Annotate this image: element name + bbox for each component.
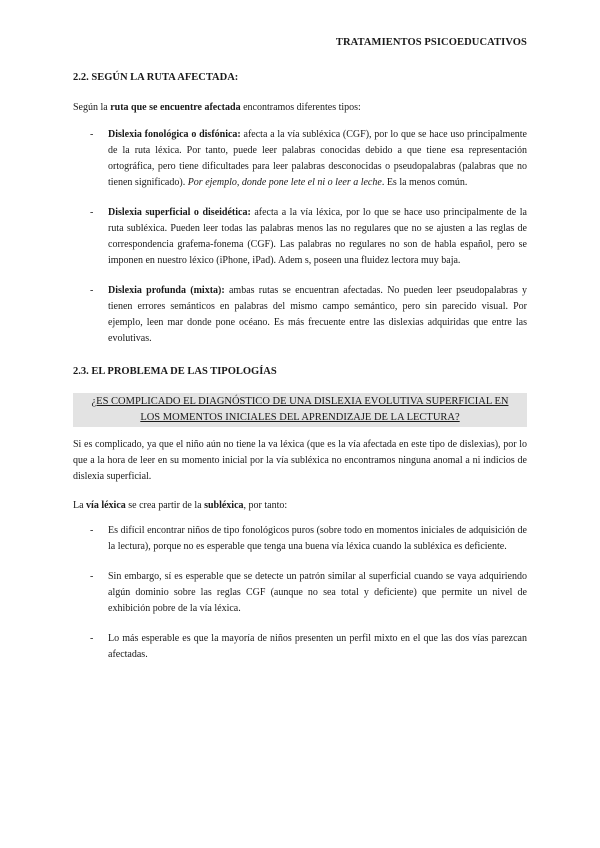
lead-text-end: , por tanto: xyxy=(243,500,288,511)
bullet-dash: - xyxy=(90,285,94,296)
list-item-tail: . Es la menos común. xyxy=(381,177,468,188)
lead-emphasis-sublexical: subléxica xyxy=(204,500,244,511)
question-answer: Si es complicado, ya que el niño aún no tiene la va léxica (que es la vía afectada en este tipo de dislexias), por lo que a la hora de leer en su momento inicial por la vía subléxica no encontramos ninguna anomal a ni indicios de dislexia superficial. xyxy=(73,439,527,482)
bullet-dash: - xyxy=(90,525,94,536)
list-item xyxy=(73,631,527,663)
list-item-text: afecta a la vía léxica, por lo que se hace uso principalmente de la ruta subléxica. Pueden leer todas las palabras menos las no regulares que no se ajusten a las reglas de correspondencia grafema-fonema (CGF). Las palabras no regulares no son de habla español, pero se imponen en nuestro léxico (iPhone, iPad). Adem s, poseen una fluidez lectora muy baja. xyxy=(108,207,527,266)
list-item-text: ambas rutas se encuentran afectadas. No pueden leer pseudopalabras y tienen errores semánticos en palabras del mismo campo semántico, pero sin parecido visual. Por ejemplo, leen mar donde pone océano. Es más frecuente entre las dislexias adquiridas que entre las evolutivas. xyxy=(108,285,527,344)
list-item xyxy=(73,205,527,269)
intro-text-end: encontramos diferentes tipos: xyxy=(240,102,361,113)
list-item xyxy=(73,569,527,617)
list-item-text: Sin embargo, sí es esperable que se detecte un patrón similar al superficial cuando se vaya adquiriendo algún dominio sobre las reglas CGF (aunque no sea total y deficiente) que permite un nivel de exhibición pobre de la vía léxica. xyxy=(108,571,527,614)
list-item-example: Por ejemplo, donde pone lete el ni o leer a leche xyxy=(187,177,382,188)
dyslexia-types-list xyxy=(73,127,527,361)
list-item-text: afecta a la vía subléxica (CGF), por lo que se hace uso principalmente de la ruta léxica. Por tanto, puede leer palabras conocidas debido a que tiene esa representación ortográfica, pero tiene dificultades para leer palabras desconocidas o pseudopalabras (palabras que no tienen significado). xyxy=(108,129,527,188)
question-line-2: LOS MOMENTOS INICIALES DEL APRENDIZAJE DE LA LECTURA? xyxy=(140,412,460,423)
list-item xyxy=(73,523,527,555)
list-item-text: Lo más esperable es que la mayoría de niños presenten un perfil mixto en el que las dos vías parezcan afectadas. xyxy=(108,633,527,660)
intro-text: Según la xyxy=(73,102,111,113)
bullet-dash: - xyxy=(90,207,94,218)
bullet-dash: - xyxy=(90,571,94,582)
lead-text: La xyxy=(73,500,87,511)
highlighted-question xyxy=(73,393,527,427)
lead-emphasis-lexical: vía léxica xyxy=(86,500,126,511)
list-item-term: Dislexia fonológica o disfónica: xyxy=(108,129,241,140)
running-header: TRATAMIENTOS PSICOEDUCATIVOS xyxy=(335,37,527,48)
section-heading-2-3: 2.3. EL PROBLEMA DE LAS TIPOLOGÍAS xyxy=(73,366,277,377)
list-item-term: Dislexia profunda (mixta): xyxy=(108,285,225,296)
lead-text-mid: se crea partir de la xyxy=(125,500,205,511)
list-item xyxy=(73,127,527,191)
list-item xyxy=(73,283,527,347)
intro-emphasis: ruta que se encuentre afectada xyxy=(110,102,241,113)
section-heading-2-2: 2.2. SEGÚN LA RUTA AFECTADA: xyxy=(73,72,239,83)
question-line-1: ¿ES COMPLICADO EL DIAGNÓSTICO DE UNA DISLEXIA EVOLUTIVA SUPERFICIAL EN xyxy=(91,396,509,407)
list-item-term: Dislexia superficial o diseidética: xyxy=(108,207,251,218)
bullet-dash: - xyxy=(90,633,94,644)
typology-points-list xyxy=(73,523,527,677)
lexical-route-lead xyxy=(73,498,527,514)
list-item-text: Es difícil encontrar niños de tipo fonológicos puros (sobre todo en momentos iniciales de adquisición de la lectura), porque no es esperable que tenga una buena vía léxica cuando la subléxica es deficiente. xyxy=(108,525,527,552)
bullet-dash: - xyxy=(90,129,94,140)
section-2-2-intro xyxy=(73,100,527,116)
